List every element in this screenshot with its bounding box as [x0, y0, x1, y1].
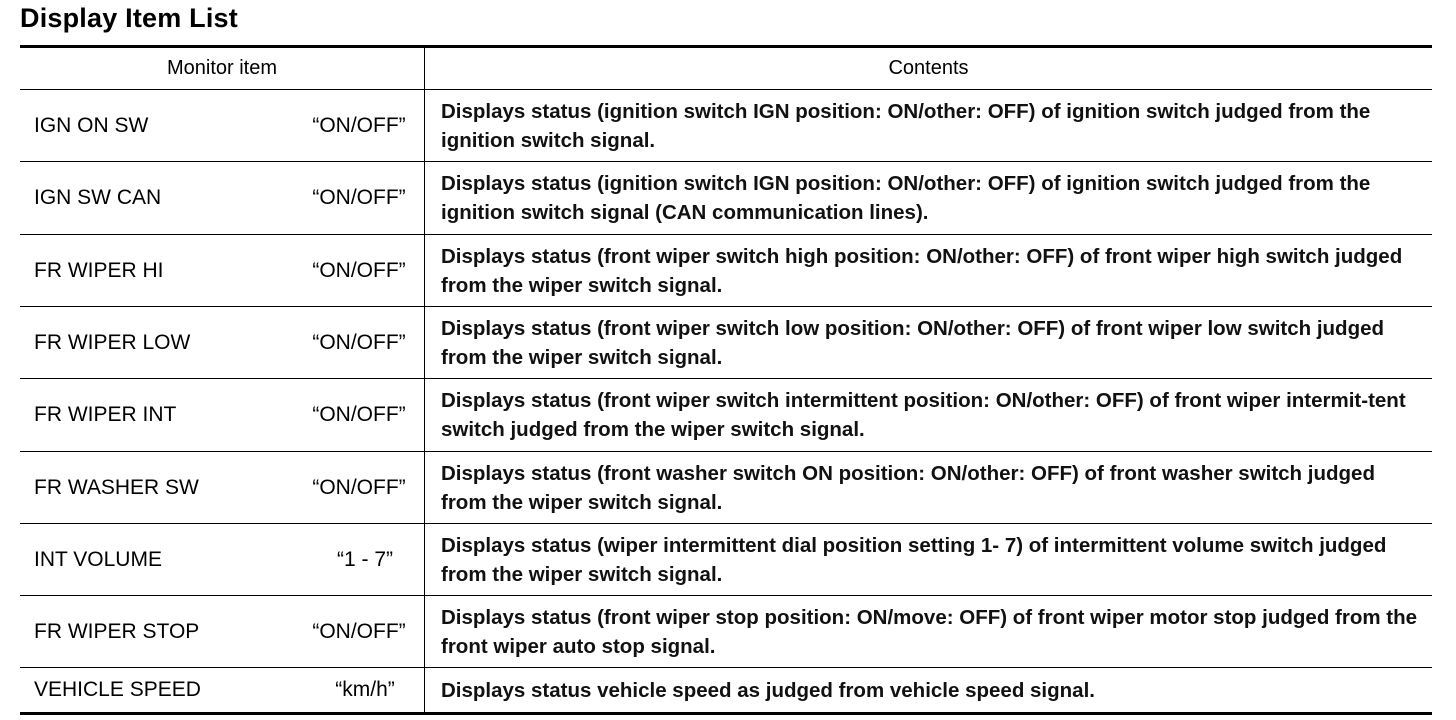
monitor-item-cell — [20, 379, 425, 451]
table-row — [20, 235, 1432, 307]
monitor-item-cell — [20, 524, 425, 595]
monitor-item-value: “ON/OFF” — [312, 475, 406, 499]
contents-cell — [425, 162, 1432, 234]
contents-cell — [425, 307, 1432, 378]
contents-text: Displays status (ignition switch IGN position: ON/other: OFF) of ignition switch judged from the ignition switch signal (CAN communication lines). — [441, 172, 1371, 224]
monitor-item-cell — [20, 90, 425, 161]
monitor-item-name: INT VOLUME — [34, 547, 162, 571]
monitor-item-cell — [20, 596, 425, 667]
monitor-item-value: “ON/OFF” — [312, 113, 406, 137]
header-monitor-item: Monitor item — [20, 48, 425, 89]
table-row — [20, 90, 1432, 162]
contents-cell — [425, 90, 1432, 161]
contents-text: Displays status vehicle speed as judged from vehicle speed signal. — [441, 678, 1095, 702]
monitor-item-cell — [20, 668, 425, 712]
monitor-item-name: IGN ON SW — [34, 113, 149, 137]
display-item-table — [20, 45, 1432, 715]
monitor-item-value: “km/h” — [335, 678, 395, 701]
monitor-item-value: “ON/OFF” — [312, 186, 406, 209]
contents-text: Displays status (front wiper switch low position: ON/other: OFF) of front wiper low switch judged from the wiper switch signal. — [441, 316, 1385, 369]
table-header-row — [20, 48, 1432, 90]
contents-text: Displays status (front washer switch ON position: ON/other: OFF) of front washer switch judged from the wiper switch signal. — [441, 461, 1375, 514]
table-row — [20, 379, 1432, 452]
contents-text: Displays status (front wiper switch high position: ON/other: OFF) of front wiper high switch judged from the wiper switch signal. — [441, 244, 1403, 297]
monitor-item-value: “ON/OFF” — [312, 330, 406, 354]
monitor-item-cell — [20, 235, 425, 306]
contents-cell — [425, 668, 1432, 712]
contents-cell — [425, 596, 1432, 667]
contents-cell — [425, 235, 1432, 306]
monitor-item-value: “1 - 7” — [336, 547, 393, 571]
table-row — [20, 307, 1432, 379]
monitor-item-name: FR WIPER INT — [34, 403, 177, 426]
monitor-item-name: VEHICLE SPEED — [34, 678, 201, 701]
monitor-item-name: FR WIPER STOP — [34, 619, 200, 643]
table-row — [20, 596, 1432, 668]
contents-cell — [425, 452, 1432, 523]
contents-text: Displays status (front wiper stop position: ON/move: OFF) of front wiper motor stop judged from the front wiper auto stop signal. — [441, 605, 1418, 658]
table-row — [20, 452, 1432, 524]
monitor-item-name: IGN SW CAN — [34, 186, 162, 209]
monitor-item-cell — [20, 162, 425, 234]
monitor-item-name: FR WIPER LOW — [34, 330, 191, 354]
contents-cell — [425, 379, 1432, 451]
contents-text: Displays status (front wiper switch intermittent position: ON/other: OFF) of front wiper intermit-tent switch judged from the wiper switch signal. — [441, 389, 1406, 441]
table-row — [20, 668, 1432, 712]
page-title: Display Item List — [20, 3, 238, 33]
monitor-item-value: “ON/OFF” — [312, 403, 406, 426]
monitor-item-cell — [20, 452, 425, 523]
monitor-item-name: FR WIPER HI — [34, 258, 164, 282]
contents-cell — [425, 524, 1432, 595]
monitor-item-cell — [20, 307, 425, 378]
table-row — [20, 162, 1432, 235]
table-row — [20, 524, 1432, 596]
contents-text: Displays status (wiper intermittent dial position setting 1- 7) of intermittent volume switch judged from the wiper switch signal. — [441, 533, 1387, 586]
monitor-item-value: “ON/OFF” — [312, 258, 406, 282]
contents-text: Displays status (ignition switch IGN position: ON/other: OFF) of ignition switch judged from the ignition switch signal. — [441, 99, 1371, 152]
monitor-item-name: FR WASHER SW — [34, 475, 199, 499]
header-contents: Contents — [888, 57, 969, 79]
monitor-item-value: “ON/OFF” — [312, 619, 406, 643]
